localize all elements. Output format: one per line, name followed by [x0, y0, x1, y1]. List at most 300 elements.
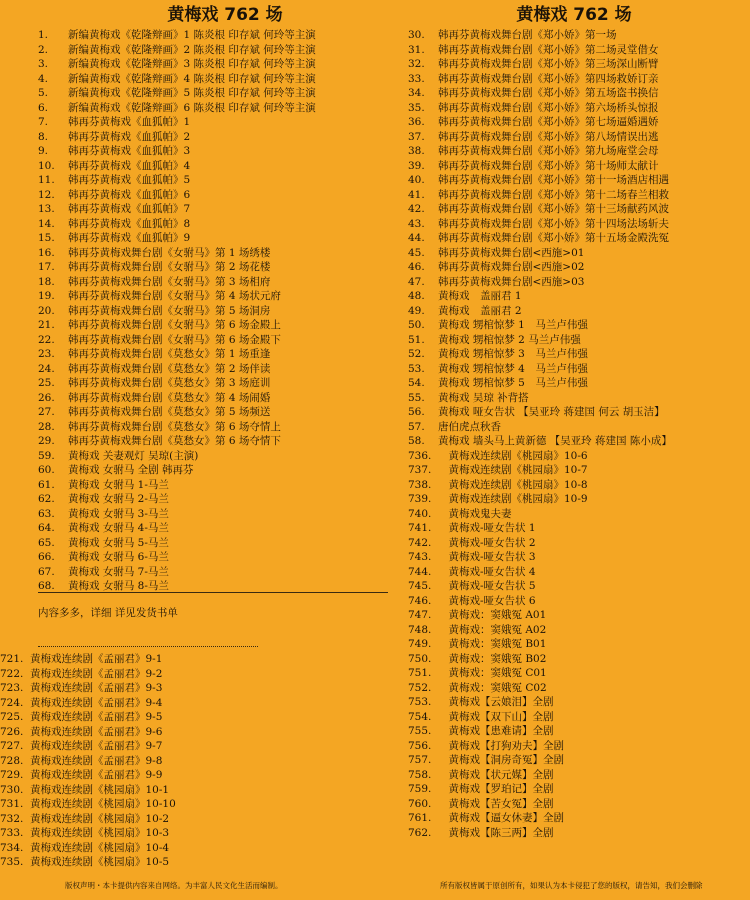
list-item [398, 739, 750, 754]
list-item [398, 637, 750, 652]
list-item [398, 159, 750, 174]
item-number: 33. [408, 72, 425, 85]
item-number: 739. [408, 493, 432, 505]
list-item [0, 768, 390, 783]
item-title: 韩再芬黄梅戏舞台剧《女驸马》第 6 场金殿上 [68, 319, 281, 331]
item-number: 58. [408, 435, 425, 447]
item-number: 757. [408, 754, 432, 766]
list-item [0, 405, 390, 420]
item-number: 742. [408, 536, 432, 549]
item-number: 63. [38, 507, 55, 520]
list-item [0, 246, 390, 261]
left-title: 黄梅戏 762 场 [167, 5, 283, 25]
footer-right: 所有版权皆属于原创所有，如果认为本卡侵犯了您的版权，请告知，我们会删除 [440, 881, 703, 890]
list-item [0, 696, 390, 711]
item-number: 13. [38, 203, 55, 215]
list-item [0, 478, 390, 493]
list-item [398, 144, 750, 159]
list-item [0, 202, 390, 217]
item-number: 59. [38, 449, 55, 462]
item-number: 36. [408, 116, 425, 128]
list-item [398, 376, 750, 391]
list-item [398, 275, 750, 290]
list-item [398, 101, 750, 116]
item-number: 730. [0, 783, 24, 796]
item-title: 韩再芬黄梅戏《血狐帕》8 [68, 217, 191, 230]
item-title: 韩再芬黄梅戏舞台剧《莫愁女》第 1 场重逢 [68, 348, 271, 360]
item-number: 724. [0, 696, 24, 709]
item-title: 韩再芬黄梅戏舞台剧《郑小娇》第七场逼婚遇娇 [438, 116, 659, 128]
item-number: 732. [0, 812, 24, 825]
item-title: 黄梅戏-哑女告状 3 [438, 551, 536, 563]
list-item [0, 28, 390, 43]
item-number: 759. [408, 783, 432, 795]
list-item [398, 449, 750, 464]
item-number: 762. [408, 826, 432, 839]
item-number: 743. [408, 551, 432, 563]
list-item [0, 420, 390, 435]
item-title: 黄梅戏 甥棺惊梦 3 马兰卢伟强 [438, 348, 588, 360]
item-title: 黄梅戏 盖丽君 2 [438, 304, 522, 317]
item-title: 韩再芬黄梅戏舞台剧《郑小娇》第十四场法场斩夫 [438, 217, 669, 230]
item-title: 黄梅戏 女驸马 6-马兰 [68, 551, 169, 563]
item-number: 32. [408, 58, 425, 70]
item-number: 26. [38, 391, 55, 404]
item-number: 56. [408, 406, 425, 418]
item-number: 1. [38, 29, 49, 41]
list-item [398, 246, 750, 261]
item-title: 黄梅戏 甥棺惊梦 2 马兰卢伟强 [438, 333, 581, 346]
item-title: 韩再芬黄梅戏《血狐帕》7 [68, 203, 191, 215]
item-title: 黄梅戏连续剧《孟丽君》9-8 [30, 754, 163, 767]
item-title: 韩再芬黄梅戏舞台剧《郑小娇》第三场深山断臂 [438, 58, 659, 70]
list-item [0, 260, 390, 275]
item-title: 韩再芬黄梅戏舞台剧《女驸马》第 4 场状元府 [68, 290, 281, 302]
list-item [398, 420, 750, 435]
item-number: 721. [0, 653, 24, 665]
item-title: 黄梅戏 女驸马 8-马兰 [68, 580, 169, 592]
item-title: 黄梅戏连续剧《孟丽君》9-4 [30, 696, 163, 709]
item-number: 738. [408, 478, 432, 491]
list-item [398, 260, 750, 275]
item-number: 16. [38, 246, 55, 259]
list-item [398, 521, 750, 536]
list-item [0, 449, 390, 464]
list-item [398, 811, 750, 826]
item-title: 新编黄梅戏《乾隆辩画》2 陈炎根 印存斌 何玲等主演 [68, 43, 316, 56]
item-number: 7. [38, 116, 49, 128]
item-number: 20. [38, 304, 55, 317]
item-title: 黄梅戏连续剧《孟丽君》9-2 [30, 667, 163, 680]
item-number: 758. [408, 768, 432, 781]
item-number: 21. [38, 319, 55, 331]
item-title: 黄梅戏-哑女告状 1 [438, 522, 536, 534]
item-title: 黄梅戏：窦娥冤 B02 [438, 652, 547, 665]
item-title: 韩再芬黄梅戏舞台剧《郑小娇》第十三场献药风波 [438, 203, 669, 215]
item-title: 黄梅戏 墙头马上黄新德 【吴亚玲 蒋建国 陈小成】 [438, 435, 672, 447]
item-title: 韩再芬黄梅戏《血狐帕》6 [68, 188, 191, 201]
list-item [0, 86, 390, 101]
list-item [0, 667, 390, 682]
list-item [398, 594, 750, 609]
item-title: 黄梅戏 哑女告状 【吴亚玲 蒋建国 何云 胡玉洁】 [438, 406, 665, 418]
list-item [0, 681, 390, 696]
list-item [398, 115, 750, 130]
list-item [0, 434, 390, 449]
list-item [398, 782, 750, 797]
list-item [398, 579, 750, 594]
item-number: 9. [38, 145, 49, 157]
item-title: 新编黄梅戏《乾隆辩画》6 陈炎根 印存斌 何玲等主演 [68, 101, 316, 114]
list-item [398, 434, 750, 449]
item-title: 韩再芬黄梅戏舞台剧<西施>01 [438, 246, 585, 259]
item-title: 韩再芬黄梅戏舞台剧《郑小娇》第九场庵堂会母 [438, 145, 659, 157]
item-number: 756. [408, 739, 432, 752]
item-title: 韩再芬黄梅戏舞台剧<西施>02 [438, 261, 585, 273]
list-item [398, 173, 750, 188]
list-item [398, 768, 750, 783]
item-number: 52. [408, 348, 425, 360]
item-number: 752. [408, 681, 432, 694]
left-list [0, 28, 390, 594]
item-title: 黄梅戏 关妻观灯 吴琼(主演) [68, 449, 199, 462]
item-title: 黄梅戏 甥棺惊梦 4 马兰卢伟强 [438, 362, 588, 375]
item-number: 66. [38, 551, 55, 563]
item-number: 4. [38, 72, 49, 85]
item-title: 韩再芬黄梅戏舞台剧《莫愁女》第 6 场夺情上 [68, 420, 281, 433]
item-title: 韩再芬黄梅戏舞台剧《郑小娇》第十五场金殿洗冤 [438, 232, 669, 244]
item-title: 黄梅戏-哑女告状 5 [438, 580, 536, 592]
item-title: 黄梅戏 吴琼 补背搭 [438, 391, 529, 404]
list-item [398, 72, 750, 87]
item-title: 黄梅戏鬼夫妻 [438, 507, 512, 520]
item-number: 64. [38, 522, 55, 534]
item-title: 韩再芬黄梅戏舞台剧《女驸马》第 5 场洞房 [68, 304, 271, 317]
list-item [398, 391, 750, 406]
item-title: 黄梅戏【苦女冤】全剧 [438, 797, 554, 810]
list-item [0, 72, 390, 87]
list-item [0, 463, 390, 478]
item-number: 67. [38, 565, 55, 578]
list-item [0, 725, 390, 740]
list-item [398, 289, 750, 304]
item-title: 黄梅戏连续剧《桃园扇》10-3 [30, 827, 170, 839]
item-number: 40. [408, 174, 425, 186]
item-number: 42. [408, 203, 425, 215]
left-list-2 [0, 652, 390, 870]
item-number: 47. [408, 275, 425, 288]
list-item [0, 739, 390, 754]
list-item [0, 188, 390, 203]
item-number: 19. [38, 290, 55, 302]
item-number: 725. [0, 711, 24, 723]
item-title: 黄梅戏【逼女休妻】全剧 [438, 812, 564, 824]
item-title: 韩再芬黄梅戏舞台剧《郑小娇》第五场盗书换信 [438, 87, 659, 99]
item-number: 55. [408, 391, 425, 404]
list-item [0, 304, 390, 319]
item-number: 751. [408, 667, 432, 679]
list-item [0, 710, 390, 725]
item-number: 746. [408, 594, 432, 607]
item-number: 14. [38, 217, 55, 230]
item-number: 734. [0, 841, 24, 854]
list-item [398, 217, 750, 232]
right-list [398, 28, 750, 840]
item-number: 737. [408, 464, 432, 476]
item-title: 黄梅戏 盖丽君 1 [438, 290, 522, 302]
item-number: 11. [38, 174, 55, 186]
left-list-2-container [0, 652, 390, 870]
item-title: 黄梅戏-哑女告状 4 [438, 565, 536, 578]
item-number: 12. [38, 188, 55, 201]
item-number: 723. [0, 682, 24, 694]
item-title: 黄梅戏连续剧《桃园扇》10-7 [438, 464, 588, 476]
item-number: 60. [38, 464, 55, 476]
item-title: 韩再芬黄梅戏舞台剧《郑小娇》第二场灵堂借女 [438, 43, 659, 56]
item-title: 韩再芬黄梅戏舞台剧<西施>03 [438, 275, 585, 288]
list-item [0, 101, 390, 116]
item-number: 29. [38, 435, 55, 447]
item-number: 68. [38, 580, 55, 592]
item-title: 黄梅戏【打狗劝夫】全剧 [438, 739, 564, 752]
item-title: 韩再芬黄梅戏舞台剧《郑小娇》第十一场酒店相遇 [438, 174, 669, 186]
list-item [0, 783, 390, 798]
list-item [0, 130, 390, 145]
list-item [0, 754, 390, 769]
item-title: 黄梅戏【云娘泪】全剧 [438, 696, 554, 708]
item-number: 726. [0, 725, 24, 738]
list-item [0, 391, 390, 406]
item-title: 黄梅戏连续剧《桃园扇》10-8 [438, 478, 588, 491]
list-item [398, 565, 750, 580]
item-title: 韩再芬黄梅戏舞台剧《莫愁女》第 3 场庭训 [68, 377, 271, 389]
item-number: 754. [408, 710, 432, 723]
item-number: 15. [38, 232, 55, 244]
item-title: 黄梅戏 女驸马 3-马兰 [68, 507, 169, 520]
item-number: 62. [38, 493, 55, 505]
item-number: 61. [38, 478, 55, 491]
item-number: 735. [0, 856, 24, 868]
list-item [398, 478, 750, 493]
list-item [398, 695, 750, 710]
list-item [398, 463, 750, 478]
list-item [0, 797, 390, 812]
list-item [398, 507, 750, 522]
divider-solid [38, 592, 388, 593]
item-number: 18. [38, 275, 55, 288]
item-number: 749. [408, 638, 432, 650]
item-number: 34. [408, 87, 425, 99]
item-number: 5. [38, 87, 49, 99]
item-title: 韩再芬黄梅戏《血狐帕》1 [68, 116, 191, 128]
item-title: 黄梅戏连续剧《孟丽君》9-3 [30, 682, 163, 694]
item-number: 761. [408, 812, 432, 824]
item-number: 35. [408, 101, 425, 114]
list-item [398, 623, 750, 638]
item-title: 黄梅戏 女驸马 2-马兰 [68, 493, 169, 505]
item-title: 新编黄梅戏《乾隆辩画》1 陈炎根 印存斌 何玲等主演 [68, 29, 316, 41]
list-item [0, 521, 390, 536]
item-title: 韩再芬黄梅戏《血狐帕》4 [68, 159, 191, 172]
list-item [398, 304, 750, 319]
item-title: 黄梅戏连续剧《孟丽君》9-7 [30, 740, 163, 752]
item-number: 37. [408, 130, 425, 143]
item-number: 8. [38, 130, 49, 143]
list-item [398, 28, 750, 43]
list-item [398, 347, 750, 362]
item-title: 黄梅戏 女驸马 7-马兰 [68, 565, 169, 578]
item-title: 韩再芬黄梅戏舞台剧《郑小娇》第一场 [438, 29, 617, 41]
list-item [0, 826, 390, 841]
item-number: 22. [38, 333, 55, 346]
item-title: 黄梅戏连续剧《桃园扇》10-1 [30, 783, 170, 796]
item-number: 741. [408, 522, 432, 534]
list-item [398, 57, 750, 72]
item-title: 韩再芬黄梅戏舞台剧《郑小娇》第八场情误出逃 [438, 130, 659, 143]
item-title: 黄梅戏 女驸马 1-马兰 [68, 478, 169, 491]
list-item [0, 812, 390, 827]
item-number: 31. [408, 43, 425, 56]
list-item [0, 841, 390, 856]
item-number: 46. [408, 261, 425, 273]
item-title: 黄梅戏连续剧《孟丽君》9-6 [30, 725, 163, 738]
item-title: 黄梅戏【患难请】全剧 [438, 725, 554, 737]
item-number: 748. [408, 623, 432, 636]
list-item [398, 724, 750, 739]
item-number: 49. [408, 304, 425, 317]
item-title: 黄梅戏 女驸马 全剧 韩再芬 [68, 464, 194, 476]
item-title: 韩再芬黄梅戏舞台剧《女驸马》第 3 场相府 [68, 275, 271, 288]
item-number: 53. [408, 362, 425, 375]
list-item [0, 159, 390, 174]
item-title: 韩再芬黄梅戏《血狐帕》3 [68, 145, 191, 157]
item-number: 736. [408, 449, 432, 462]
item-title: 黄梅戏连续剧《桃园扇》10-5 [30, 856, 170, 868]
item-title: 韩再芬黄梅戏舞台剧《女驸马》第 1 场绣楼 [68, 246, 271, 259]
list-item [398, 753, 750, 768]
list-item [0, 652, 390, 667]
item-title: 黄梅戏：窦娥冤 C02 [438, 681, 547, 694]
list-item [398, 362, 750, 377]
item-title: 韩再芬黄梅戏舞台剧《女驸马》第 2 场花楼 [68, 261, 271, 273]
list-item [398, 550, 750, 565]
list-item [398, 666, 750, 681]
list-item [398, 333, 750, 348]
list-item [0, 57, 390, 72]
item-number: 28. [38, 420, 55, 433]
list-item [0, 231, 390, 246]
item-title: 黄梅戏【状元媒】全剧 [438, 768, 554, 781]
item-number: 38. [408, 145, 425, 157]
item-number: 727. [0, 740, 24, 752]
footer-left: 版权声明・本卡提供内容来自网络。为丰富人民文化生活而编制。 [65, 881, 283, 890]
list-item [398, 405, 750, 420]
item-title: 黄梅戏【陈三两】全剧 [438, 826, 554, 839]
item-number: 23. [38, 348, 55, 360]
list-item [0, 115, 390, 130]
item-title: 韩再芬黄梅戏舞台剧《莫愁女》第 2 场伴读 [68, 362, 271, 375]
list-item [398, 318, 750, 333]
item-title: 黄梅戏连续剧《孟丽君》9-5 [30, 711, 163, 723]
list-item [398, 188, 750, 203]
item-title: 黄梅戏连续剧《桃园扇》10-2 [30, 812, 170, 825]
item-number: 54. [408, 377, 425, 389]
list-item [398, 492, 750, 507]
item-title: 黄梅戏连续剧《孟丽君》9-1 [30, 653, 163, 665]
list-item [398, 86, 750, 101]
item-number: 39. [408, 159, 425, 172]
divider-dotted [38, 646, 258, 647]
list-item [398, 681, 750, 696]
item-title: 黄梅戏【罗珀记】全剧 [438, 783, 554, 795]
item-title: 韩再芬黄梅戏《血狐帕》2 [68, 130, 191, 143]
item-number: 65. [38, 536, 55, 549]
right-title: 黄梅戏 762 场 [516, 5, 632, 25]
item-number: 755. [408, 725, 432, 737]
item-number: 6. [38, 101, 49, 114]
item-title: 韩再芬黄梅戏舞台剧《郑小娇》第十场师太献计 [438, 159, 659, 172]
list-item [0, 565, 390, 580]
item-title: 韩再芬黄梅戏舞台剧《郑小娇》第十二场春兰相救 [438, 188, 669, 201]
item-title: 黄梅戏-哑女告状 6 [438, 594, 536, 607]
item-number: 745. [408, 580, 432, 592]
item-number: 750. [408, 652, 432, 665]
item-title: 韩再芬黄梅戏舞台剧《郑小娇》第六场桥头惊报 [438, 101, 659, 114]
item-number: 729. [0, 769, 24, 781]
item-title: 新编黄梅戏《乾隆辩画》4 陈炎根 印存斌 何玲等主演 [68, 72, 316, 85]
item-title: 韩再芬黄梅戏舞台剧《女驸马》第 6 场金殿下 [68, 333, 281, 346]
item-title: 黄梅戏连续剧《桃园扇》10-10 [30, 798, 176, 810]
item-title: 黄梅戏连续剧《桃园扇》10-6 [438, 449, 588, 462]
list-item [398, 43, 750, 58]
item-title: 韩再芬黄梅戏舞台剧《莫愁女》第 5 场频送 [68, 406, 271, 418]
list-item [398, 202, 750, 217]
item-number: 43. [408, 217, 425, 230]
item-number: 744. [408, 565, 432, 578]
item-title: 黄梅戏 甥棺惊梦 1 马兰卢伟强 [438, 319, 588, 331]
list-item [398, 608, 750, 623]
list-item [0, 362, 390, 377]
list-item [0, 144, 390, 159]
list-item [0, 855, 390, 870]
item-number: 753. [408, 696, 432, 708]
list-item [398, 797, 750, 812]
item-title: 黄梅戏 女驸马 5-马兰 [68, 536, 169, 549]
item-title: 黄梅戏【双下山】全剧 [438, 710, 554, 723]
item-number: 27. [38, 406, 55, 418]
item-title: 新编黄梅戏《乾隆辩画》3 陈炎根 印存斌 何玲等主演 [68, 58, 316, 70]
item-title: 黄梅戏：窦娥冤 B01 [438, 638, 547, 650]
item-number: 30. [408, 29, 425, 41]
list-item [0, 550, 390, 565]
list-item [398, 710, 750, 725]
item-title: 唐伯虎点秋香 [438, 420, 501, 433]
list-item [0, 333, 390, 348]
list-item [398, 652, 750, 667]
item-title: 黄梅戏连续剧《孟丽君》9-9 [30, 769, 163, 781]
list-item [0, 318, 390, 333]
list-item [0, 376, 390, 391]
list-item [0, 536, 390, 551]
item-number: 17. [38, 261, 55, 273]
item-title: 黄梅戏：窦娥冤 A01 [438, 609, 547, 621]
item-title: 黄梅戏 女驸马 4-马兰 [68, 522, 169, 534]
item-number: 41. [408, 188, 425, 201]
list-item [398, 231, 750, 246]
item-number: 740. [408, 507, 432, 520]
item-number: 50. [408, 319, 425, 331]
list-item [398, 130, 750, 145]
